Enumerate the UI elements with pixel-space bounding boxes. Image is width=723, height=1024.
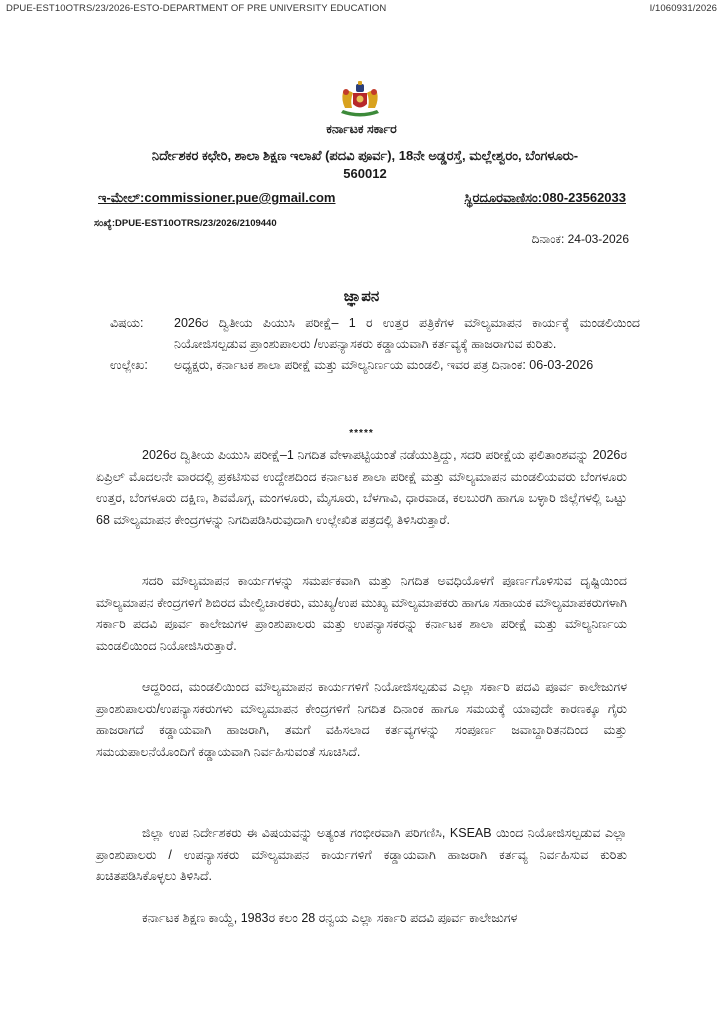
body-paragraph: ಕರ್ನಾಟಕ ಶಿಕ್ಷಣ ಕಾಯ್ದೆ, 1983ರ ಕಲಂ 28 ರನ್ವಯ ಎಲ್ಲಾ ಸರ್ಕಾರಿ ಪದವಿ ಪೂರ್ವ ಕಾಲೇಜುಗಳ	[142, 911, 518, 925]
reference-label: ಉಲ್ಲೇಖ:	[110, 358, 148, 372]
section-separator: *****	[349, 428, 374, 439]
inward-number: I/1060931/2026	[649, 3, 717, 14]
contact-details	[98, 190, 626, 206]
body-paragraph: 2026ರ ದ್ವಿತೀಯ ಪಿಯುಸಿ ಪರೀಕ್ಷೆ–1 ನಿಗದಿತ ವೇಳಾಪಟ್ಟಿಯಂತೆ ನಡೆಯುತ್ತಿದ್ದು, ಸದರಿ ಪರೀಕ್ಷೆಯ ಫಲಿತಾಂಶವನ್ನು 2026ರ ಏಪ್ರಿಲ್ ಮೊದಲನೇ ವಾರದಲ್ಲಿ ಪ್ರಕಟಿಸುವ ಉದ್ದೇಶದಿಂದ ಕರ್ನಾಟಕ ಶಾಲಾ ಪರೀಕ್ಷೆ ಮತ್ತು ಮೌಲ್ಯಮಾಪನ ಮಂಡಲಿಯವರು ಬೆಂಗಳೂರು ಉತ್ತರ, ಬೆಂಗಳೂರು ದಕ್ಷಿಣ, ಶಿವಮೊಗ್ಗ, ಮಂಗಳೂರು, ಮೈಸೂರು, ಬೆಳಗಾವಿ, ಧಾರವಾಡ, ಕಲಬುರಗಿ ಹಾಗೂ ಬಳ್ಳಾರಿ ಜಿಲ್ಲೆಗಳಲ್ಲಿ ಒಟ್ಟು 68 ಮೌಲ್ಯಮಾಪನ ಕೇಂದ್ರಗಳನ್ನು ನಿಗದಿಪಡಿಸಿರುವುದಾಗಿ ಉಲ್ಲೇಖಿತ ಪತ್ರದಲ್ಲಿ ತಿಳಿಸಿರುತ್ತಾರೆ.	[96, 448, 627, 527]
subject-text: 2026ರ ದ್ವಿತೀಯ ಪಿಯುಸಿ ಪರೀಕ್ಷೆ– 1 ರ ಉತ್ತರ ಪತ್ರಿಕೆಗಳ ಮೌಲ್ಯಮಾಪನ ಕಾರ್ಯಕ್ಕೆ ಮಂಡಲಿಯಿಂದ ನಿಯೋಜಿಸಲ್ಪಡುವ ಪ್ರಾಂಶುಪಾಲರು /ಉಪನ್ಯಾಸಕರು ಕಡ್ಡಾಯವಾಗಿ ಕರ್ತವ್ಯಕ್ಕೆ ಹಾಜರಾಗುವ ಕುರಿತು.	[174, 316, 640, 351]
reference-number: ಸಂಖ್ಯೆ:DPUE-EST10OTRS/23/2026/2109440	[94, 218, 277, 229]
office-address-pincode: 560012	[343, 166, 387, 181]
file-reference: DPUE-EST10OTRS/23/2026-ESTO-DEPARTMENT OF PRE UNIVERSITY EDUCATION	[6, 3, 387, 14]
office-address-line1: ನಿರ್ದೇಶಕರ ಕಛೇರಿ, ಶಾಲಾ ಶಿಕ್ಷಣ ಇಲಾಖೆ (ಪದವಿ ಪೂರ್ವ), 18ನೇ ಅಡ್ಡರಸ್ತೆ, ಮಲ್ಲೇಶ್ವರಂ, ಬೆಂಗಳೂರು-	[151, 148, 579, 163]
body-paragraph: ಆದ್ದರಿಂದ, ಮಂಡಲಿಯಿಂದ ಮೌಲ್ಯಮಾಪನ ಕಾರ್ಯಗಳಿಗೆ ನಿಯೋಜಿಸಲ್ಪಡುವ ಎಲ್ಲಾ ಸರ್ಕಾರಿ ಪದವಿ ಪೂರ್ವ ಕಾಲೇಜುಗಳ ಪ್ರಾಂಶುಪಾಲರು/ಉಪನ್ಯಾಸಕರುಗಳು ಮೌಲ್ಯಮಾಪನ ಕೇಂದ್ರಗಳಿಗೆ ನಿಗದಿತ ದಿನಾಂಕ ಹಾಗೂ ಸಮಯಕ್ಕೆ ಯಾವುದೇ ಕಾರಣಕ್ಕೂ ಗೈರು ಹಾಜರಾಗದೆ ಕಡ್ಡಾಯವಾಗಿ ಹಾಜರಾಗಿ, ತಮಗೆ ವಹಿಸಲಾದ ಕರ್ತವ್ಯಗಳನ್ನು ಸಂಪೂರ್ಣ ಜವಾಬ್ದಾರಿತನದಿಂದ ಮತ್ತು ಸಮಯಪಾಲನೆಯೊಂದಿಗೆ ಕಡ್ಡಾಯವಾಗಿ ನಿರ್ವಹಿಸುವಂತೆ ಸೂಚಿಸಿದೆ.	[96, 680, 627, 759]
phone-number: ಸ್ಥಿರದೂರವಾಣಿಸಂ:080-23562033	[464, 190, 626, 205]
subject-block	[110, 313, 640, 376]
body-paragraph: ಸದರಿ ಮೌಲ್ಯಮಾಪನ ಕಾರ್ಯಗಳನ್ನು ಸಮರ್ಪಕವಾಗಿ ಮತ್ತು ನಿಗದಿತ ಅವಧಿಯೊಳಗೆ ಪೂರ್ಣಗೊಳಿಸುವ ದೃಷ್ಟಿಯಿಂದ ಮೌಲ್ಯಮಾಪನ ಕೇಂದ್ರಗಳಿಗೆ ಶಿಬಿರದ ಮೇಲ್ವಿಚಾರಕರು, ಮುಖ್ಯ/ಉಪ ಮುಖ್ಯ ಮೌಲ್ಯಮಾಪಕರು ಹಾಗೂ ಸಹಾಯಕ ಮೌಲ್ಯಮಾಪಕರುಗಳಾಗಿ ಸರ್ಕಾರಿ ಪದವಿ ಪೂರ್ವ ಕಾಲೇಜುಗಳ ಪ್ರಾಂಶುಪಾಲರು ಮತ್ತು ಉಪನ್ಯಾಸಕರನ್ನು ಕರ್ನಾಟಕ ಶಾಲಾ ಪರೀಕ್ಷೆ ಮತ್ತು ಮೌಲ್ಯನಿರ್ಣಯ ಮಂಡಲಿಯಿಂದ ನಿಯೋಜಿಸಿರುತ್ತಾರೆ.	[96, 574, 627, 653]
government-name: ಕರ್ನಾಟಕ ಸರ್ಕಾರ	[326, 122, 397, 136]
office-address	[95, 147, 635, 183]
issue-date: ದಿನಾಂಕ: 24-03-2026	[531, 232, 629, 246]
state-emblem-icon	[335, 80, 385, 120]
subject-label: ವಿಷಯ:	[110, 316, 144, 330]
reference-text: ಅಧ್ಯಕ್ಷರು, ಕರ್ನಾಟಕ ಶಾಲಾ ಪರೀಕ್ಷೆ ಮತ್ತು ಮೌಲ್ಯನಿರ್ಣಯ ಮಂಡಲಿ, ಇವರ ಪತ್ರ ದಿನಾಂಕ: 06-03-2026	[174, 358, 594, 372]
document-header-bar	[6, 3, 717, 17]
reference-row	[110, 355, 640, 376]
body-paragraph: ಜಿಲ್ಲಾ ಉಪ ನಿರ್ದೇಶಕರು ಈ ವಿಷಯವನ್ನು ಅತ್ಯಂತ ಗಂಭೀರವಾಗಿ ಪರಿಗಣಿಸಿ, KSEAB ಯಿಂದ ನಿಯೋಜಿಸಲ್ಪಡುವ ಎಲ್ಲಾ ಪ್ರಾಂಶುಪಾಲರು / ಉಪನ್ಯಾಸಕರು ಮೌಲ್ಯಮಾಪನ ಕಾರ್ಯಗಳಿಗೆ ಕಡ್ಡಾಯವಾಗಿ ಹಾಜರಾಗಿ ಕರ್ತವ್ಯ ನಿರ್ವಹಿಸುವ ಕುರಿತು ಖಚಿತಪಡಿಸಿಕೊಳ್ಳಲು ತಿಳಿಸಿದೆ.	[96, 826, 627, 883]
notice-title: ಜ್ಞಾಪನ	[343, 288, 380, 305]
email-link[interactable]: ಇ-ಮೇಲ್:commissioner.pue@gmail.com	[98, 190, 336, 205]
subject-row	[110, 313, 640, 355]
